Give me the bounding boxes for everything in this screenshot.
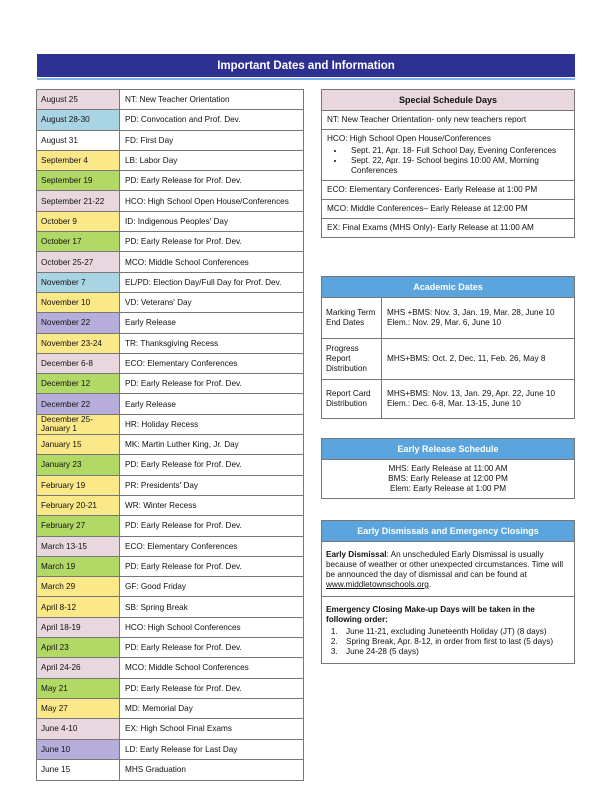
special-schedule-box [321,89,575,238]
closings-heading: Early Dismissals and Emergency Closings [322,521,574,542]
early-dismissal-body: : An unscheduled Early Dismissal is usually because of weather or other unexpected circumstances. Time will be announced the day of dismissal and can be found at [326,550,564,579]
calendar-date: February 27 [37,516,120,535]
calendar-date: October 25-27 [37,252,120,271]
calendar-date: September 21-22 [37,191,120,210]
calendar-event: ECO: Elementary Conferences [125,541,238,551]
special-hco-bullet: • Sept. 22, Apr. 19- School begins 10:00 AM, Morning Conferences [345,156,569,176]
calendar-row [37,719,303,739]
special-hco [322,130,574,181]
calendar-event: Early Release [125,399,176,409]
calendar-row [37,252,303,272]
calendar-date: August 25 [37,90,120,109]
early-release-line: Elem: Early Release at 1:00 PM [389,484,507,493]
early-dismissal-text: Early Dismissal: An unscheduled Early Dismissal is usually because of weather or other unexpected circumstances. Time will be announced the day of dismissal and can be found at www.middletownschools.org. [322,542,574,597]
calendar-event: MK: Martin Luther King, Jr. Day [125,440,239,450]
calendar-row [37,90,303,110]
calendar-event: HR: Holiday Recess [125,419,199,429]
calendar-date: March 29 [37,577,120,596]
academic-row-value: MHS+BMS: Oct. 2, Dec. 11, Feb. 26, May 8 [387,354,546,363]
calendar-date: November 10 [37,293,120,312]
academic-row-value: MHS+BMS: Nov. 13, Jan. 29, Apr. 22, June 10 [387,389,556,398]
calendar-event: SB: Spring Break [125,602,188,612]
calendar-event: Early Release [125,318,176,328]
calendar-event: ID: Indigenous Peoples' Day [125,216,229,226]
special-eco: ECO: Elementary Conferences- Early Release at 1:00 PM [322,181,574,200]
calendar-date: August 28-30 [37,110,120,129]
makeup-item: 2. Spring Break, Apr. 8-12, in order from first to last (5 days) [340,637,570,647]
calendar-event: PD: Convocation and Prof. Dev. [125,115,241,125]
calendar-event: PD: Early Release for Prof. Dev. [125,683,242,693]
academic-dates-heading: Academic Dates [322,277,574,298]
makeup-days [322,597,574,663]
calendar-event: MHS Graduation [125,765,186,775]
calendar-event: PD: Early Release for Prof. Dev. [125,176,242,186]
calendar-date: March 19 [37,557,120,576]
calendar-date: September 4 [37,151,120,170]
calendar-date: February 20-21 [37,496,120,515]
district-website-link[interactable]: www.middletownschools.org [326,580,429,589]
calendar-date: April 8-12 [37,597,120,616]
calendar-event: LB: Labor Day [125,156,178,166]
calendar-row [37,618,303,638]
academic-row-value: Elem.: Nov. 29, Mar. 6, June 10 [387,318,502,327]
calendar-date: December 22 [37,394,120,413]
calendar-event: PR: Presidents' Day [125,480,199,490]
special-schedule-heading: Special Schedule Days [322,90,574,111]
calendar-event: TR: Thanksgiving Recess [125,338,219,348]
calendar-date: November 7 [37,273,120,292]
calendar-event: MD: Memorial Day [125,704,193,714]
calendar-date: February 19 [37,476,120,495]
special-nt: NT: New Teacher Orientation- only new teachers report [322,111,574,130]
calendar-table [36,89,304,781]
academic-row [322,298,574,339]
calendar-date: October 17 [37,232,120,251]
calendar-row [37,557,303,577]
calendar-event: HCO: High School Open House/Conferences [125,196,289,206]
calendar-date: January 15 [37,435,120,454]
calendar-row [37,638,303,658]
page-title-banner [37,54,575,77]
calendar-row [37,151,303,171]
calendar-row [37,293,303,313]
calendar-row [37,455,303,475]
calendar-row [37,273,303,293]
calendar-date: December 25- January 1 [37,415,120,434]
calendar-event: FD: First Day [125,135,174,145]
calendar-row [37,537,303,557]
calendar-event: PD: Early Release for Prof. Dev. [125,561,242,571]
early-dismissal-label: Early Dismissal [326,550,387,559]
calendar-event: PD: Early Release for Prof. Dev. [125,237,242,247]
calendar-row [37,658,303,678]
calendar-event: PD: Early Release for Prof. Dev. [125,379,242,389]
calendar-event: ECO: Elementary Conferences [125,359,238,368]
calendar-date: September 19 [37,171,120,190]
calendar-row [37,171,303,191]
calendar-row [37,354,303,374]
calendar-date: October 9 [37,212,120,231]
calendar-date: May 27 [37,699,120,718]
calendar-event: PD: Early Release for Prof. Dev. [125,460,242,470]
special-mco: MCO: Middle Conferences– Early Release at 12:00 PM [322,200,574,219]
closings-box [321,520,575,664]
calendar-row [37,212,303,232]
calendar-date: April 23 [37,638,120,657]
early-release-line: MHS: Early Release at 11:00 AM [388,464,508,473]
calendar-event: NT: New Teacher Orientation [125,95,230,105]
early-release-line: BMS: Early Release at 12:00 PM [388,474,508,483]
calendar-event: GF: Good Friday [125,582,186,592]
calendar-event: PD: Early Release for Prof. Dev. [125,521,242,531]
calendar-row [37,476,303,496]
calendar-row [37,334,303,354]
calendar-row [37,131,303,151]
calendar-event: VD: Veterans' Day [125,298,192,308]
calendar-row [37,496,303,516]
academic-row-value: Elem.: Dec. 6-8, Mar. 13-15, June 10 [387,399,521,408]
calendar-event: LD: Early Release for Last Day [125,744,238,754]
banner-divider [37,78,575,80]
calendar-row [37,760,303,780]
early-release-box [321,438,575,499]
calendar-date: June 15 [37,760,120,780]
calendar-row [37,577,303,597]
calendar-date: December 6-8 [37,354,120,373]
special-hco-title: HCO: High School Open House/Conferences [327,134,491,143]
calendar-event: MCO: Middle School Conferences [125,663,249,673]
academic-dates-box [321,276,575,419]
page-title: Important Dates and Information [217,59,395,72]
academic-row [322,380,574,418]
calendar-row [37,313,303,333]
calendar-event: EX: High School Final Exams [125,724,232,734]
calendar-date: June 10 [37,740,120,759]
calendar-date: January 23 [37,455,120,474]
calendar-date: March 13-15 [37,537,120,556]
calendar-event: EL/PD: Election Day/Full Day for Prof. Dev. [125,277,282,287]
special-hco-bullet: • Sept. 21, Apr. 18- Full School Day, Evening Conferences [345,146,569,156]
calendar-row [37,435,303,455]
calendar-row [37,232,303,252]
calendar-date: June 4-10 [37,719,120,738]
calendar-date: April 24-26 [37,658,120,677]
calendar-row [37,374,303,394]
calendar-date: November 22 [37,313,120,332]
calendar-row [37,415,303,435]
academic-row [322,339,574,380]
academic-row-label: Marking Term End Dates [322,298,382,338]
makeup-heading: Emergency Closing Make-up Days will be taken in the following order: [326,605,535,624]
makeup-item: 3. June 24-28 (5 days) [340,647,570,657]
calendar-event: MCO: Middle School Conferences [125,257,249,267]
calendar-row [37,740,303,760]
makeup-item: 1. June 11-21, excluding Juneteenth Holiday (JT) (8 days) [340,627,570,637]
special-ex: EX: Final Exams (MHS Only)- Early Release at 11:00 AM [327,223,534,232]
academic-row-value: MHS +BMS: Nov. 3, Jan. 19, Mar. 28, June 10 [387,308,555,317]
calendar-date: April 18-19 [37,618,120,637]
calendar-row [37,597,303,617]
calendar-row [37,110,303,130]
calendar-date: August 31 [37,131,120,150]
academic-row-label: Progress Report Distribution [322,339,382,379]
academic-row-label: Report Card Distribution [322,380,382,418]
calendar-event: WR: Winter Recess [125,501,197,511]
calendar-row [37,191,303,211]
early-release-heading: Early Release Schedule [322,439,574,460]
calendar-row [37,699,303,719]
calendar-date: November 23-24 [37,334,120,353]
calendar-date: December 12 [37,374,120,393]
calendar-date: May 21 [37,679,120,698]
calendar-event: PD: Early Release for Prof. Dev. [125,643,242,653]
calendar-row [37,516,303,536]
calendar-event: HCO: High School Conferences [125,622,241,632]
calendar-row [37,394,303,414]
calendar-row [37,679,303,699]
